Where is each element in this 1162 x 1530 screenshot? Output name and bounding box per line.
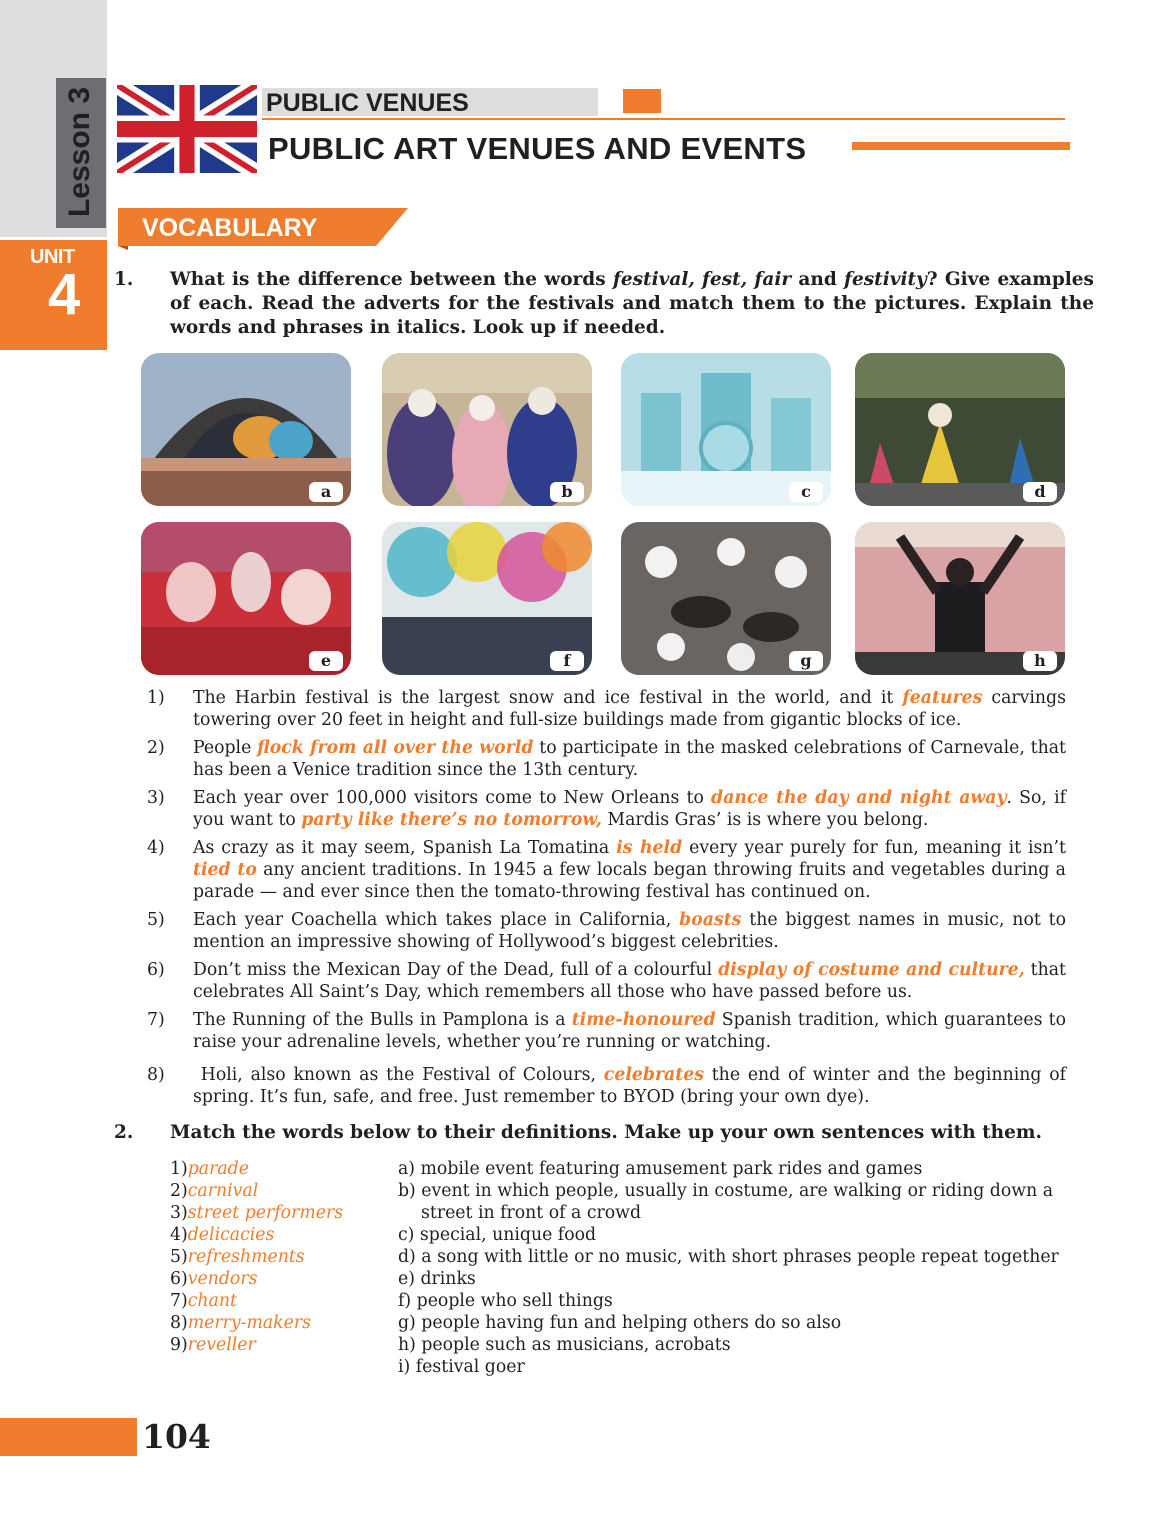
sentence-1 (147, 687, 1066, 731)
union-jack-flag-icon (117, 85, 257, 173)
sentence-number: 5) (147, 910, 165, 930)
word-number: 6) (170, 1269, 188, 1289)
sentence-text: Holi, also known as the Festival of Colours, (193, 1065, 604, 1085)
sentence-text: Mardis Gras’ is is where you belong. (601, 810, 929, 830)
word-item (170, 1334, 343, 1356)
sentence-text: any ancient traditions. In 1945 a few locals began throwing fruits and vegetables during a parade — and ever since then the tomato-throwing festival has continued on. (193, 860, 1066, 902)
definition-item: g) people having fun and helping others do so also (398, 1313, 842, 1333)
sentence-8 (147, 1064, 1066, 1108)
task-2-text: Match the words below to their definitions. Make up your own sentences with them. (170, 1122, 1042, 1143)
highlighted-phrase: party like there’s no tomorrow, (301, 810, 602, 830)
photo-label-b: b (550, 482, 584, 502)
photo-label-h: h (1023, 651, 1057, 671)
sentence-text: the biggest names in music, not to mention an impressive showing of Hollywood’s biggest celebrities. (193, 910, 1067, 952)
word-number: 3) (170, 1203, 188, 1223)
sentence-number: 1) (147, 688, 165, 708)
word-number: 5) (170, 1247, 188, 1267)
task-1-italic-word: festivity (844, 269, 927, 290)
task-1-text: What is the difference between the words (170, 269, 613, 290)
sentence-text: carvings towering over 20 feet in height and full-size buildings made from gigantic blocks of ice. (193, 688, 1066, 730)
photo-label-a: a (309, 482, 343, 502)
definition-list (398, 1158, 1066, 1378)
sentence-text: every year purely for fun, meaning it isn’t (682, 838, 1066, 858)
word: delicacies (187, 1225, 275, 1245)
word-item (170, 1246, 343, 1268)
word-item (170, 1290, 343, 1312)
photo-label-e: e (309, 651, 343, 671)
photo-venice-masks (382, 353, 592, 506)
sentence-text: to participate in the masked celebrations of Carnevale, that has been a Venice tradition since the 13th century. (193, 738, 1066, 780)
photo-colour-powder (382, 522, 592, 675)
word-number: 9) (170, 1335, 188, 1355)
sentence-6 (147, 959, 1066, 1003)
task-1-italic-words: festival, fest, fair (612, 269, 792, 290)
word: chant (187, 1291, 237, 1311)
page-title: PUBLIC ART VENUES AND EVENTS (268, 131, 807, 166)
task-2-instruction (114, 1121, 1094, 1145)
photo-label-d: d (1023, 482, 1057, 502)
sentence-number: 8) (147, 1065, 165, 1085)
task-2-number: 2. (114, 1122, 134, 1143)
photo-label-c: c (789, 482, 823, 502)
sentence-text: People (193, 738, 258, 758)
photo-day-of-dead-parade (855, 353, 1065, 506)
lesson-label: Lesson 3 (63, 86, 96, 218)
sentence-text: . So, if you want to (193, 788, 1066, 830)
sentence-text: Each year Coachella which takes place in California, (193, 910, 680, 930)
title-accent-bar (852, 142, 1070, 150)
word-number: 4) (170, 1225, 188, 1245)
sentence-text: The Harbin festival is the largest snow and ice festival in the world, and it (193, 688, 903, 708)
sentence-number: 7) (147, 1010, 165, 1030)
unit-tab (0, 240, 107, 350)
task-1-instruction (114, 268, 1094, 340)
definition-item: b) event in which people, usually in costume, are walking or riding down a street in front of a crowd (398, 1181, 1053, 1223)
task-1-text: ? Give examples of each. Read the adverts for the festivals and match them to the pictures. Explain the words and phrases in italics. Look up if needed. (170, 269, 1094, 338)
sentence-text: the end of winter and the beginning of spring. It’s fun, safe, and free. Just remember to BYOD (bring your own dye). (193, 1065, 1066, 1107)
highlighted-phrase: flock from all over the world (257, 738, 534, 758)
section-title: PUBLIC VENUES (266, 89, 469, 117)
word-number: 8) (170, 1313, 188, 1333)
vocabulary-heading: VOCABULARY (142, 214, 318, 242)
word-item (170, 1312, 343, 1334)
photo-label-f: f (550, 651, 584, 671)
definition-item: a) mobile event featuring amusement park rides and games (398, 1159, 923, 1179)
sentence-number: 3) (147, 788, 165, 808)
page-number: 104 (142, 1417, 211, 1456)
photo-tomato-fight (141, 522, 351, 675)
sentence-text: that celebrates All Saint’s Day, which remembers all those who have passed before us. (193, 960, 1066, 1002)
definition-item: f) people who sell things (398, 1291, 613, 1311)
word-item (170, 1180, 343, 1202)
definition-item: i) festival goer (398, 1357, 525, 1377)
word-number: 2) (170, 1181, 188, 1201)
word: merry-makers (187, 1313, 312, 1333)
photo-bull-run (621, 522, 831, 675)
photo-label-g: g (789, 651, 823, 671)
word: parade (187, 1159, 249, 1179)
highlighted-phrase: tied to (193, 860, 257, 880)
sentence-2 (147, 737, 1066, 781)
sentence-text: Spanish tradition, which guarantees to raise your adrenaline levels, whether you’re running or watching. (193, 1010, 1067, 1052)
photo-stage-crowd (141, 353, 351, 506)
task-1-text: and (791, 269, 844, 290)
word-list (170, 1158, 343, 1356)
highlighted-phrase: is held (616, 838, 683, 858)
word-item (170, 1268, 343, 1290)
task-1-number: 1. (114, 269, 134, 290)
definition-item: h) people such as musicians, acrobats (398, 1335, 731, 1355)
word: reveller (187, 1335, 256, 1355)
definition-item: c) special, unique food (398, 1225, 597, 1245)
definition-item: e) drinks (398, 1269, 476, 1289)
page-number-bar (0, 1418, 137, 1456)
highlighted-phrase: celebrates (603, 1065, 704, 1085)
photo-dj-crowd (855, 522, 1065, 675)
header-accent-square (623, 89, 661, 113)
header-divider (262, 118, 1065, 120)
word-item (170, 1202, 343, 1224)
sentence-number: 6) (147, 960, 165, 980)
sentence-text: Each year over 100,000 visitors come to New Orleans to (193, 788, 712, 808)
sentence-7 (147, 1009, 1067, 1053)
sentence-number: 4) (147, 838, 165, 858)
word-item (170, 1224, 343, 1246)
photo-ice-castle (621, 353, 831, 506)
sentence-text: Don’t miss the Mexican Day of the Dead, full of a colourful (193, 960, 719, 980)
highlighted-phrase: display of costume and culture, (718, 960, 1025, 980)
highlighted-phrase: dance the day and night away (711, 788, 1007, 808)
word: carnival (187, 1181, 259, 1201)
sentence-5 (147, 909, 1067, 953)
word: refreshments (187, 1247, 305, 1267)
sentence-number: 2) (147, 738, 165, 758)
word: vendors (187, 1269, 258, 1289)
sentence-text: As crazy as it may seem, Spanish La Tomatina (193, 838, 617, 858)
highlighted-phrase: features (902, 688, 983, 708)
word-number: 7) (170, 1291, 188, 1311)
highlighted-phrase: boasts (679, 910, 742, 930)
definition-item: d) a song with little or no music, with short phrases people repeat together (398, 1247, 1059, 1267)
word: street performers (187, 1203, 344, 1223)
highlighted-phrase: time-honoured (571, 1010, 716, 1030)
sentence-4 (147, 837, 1066, 903)
unit-number: 4 (48, 262, 81, 327)
word-number: 1) (170, 1159, 188, 1179)
unit-word: UNIT (30, 246, 75, 268)
sentence-text: The Running of the Bulls in Pamplona is a (193, 1010, 572, 1030)
sentence-3 (147, 787, 1066, 831)
word-item (170, 1158, 343, 1180)
